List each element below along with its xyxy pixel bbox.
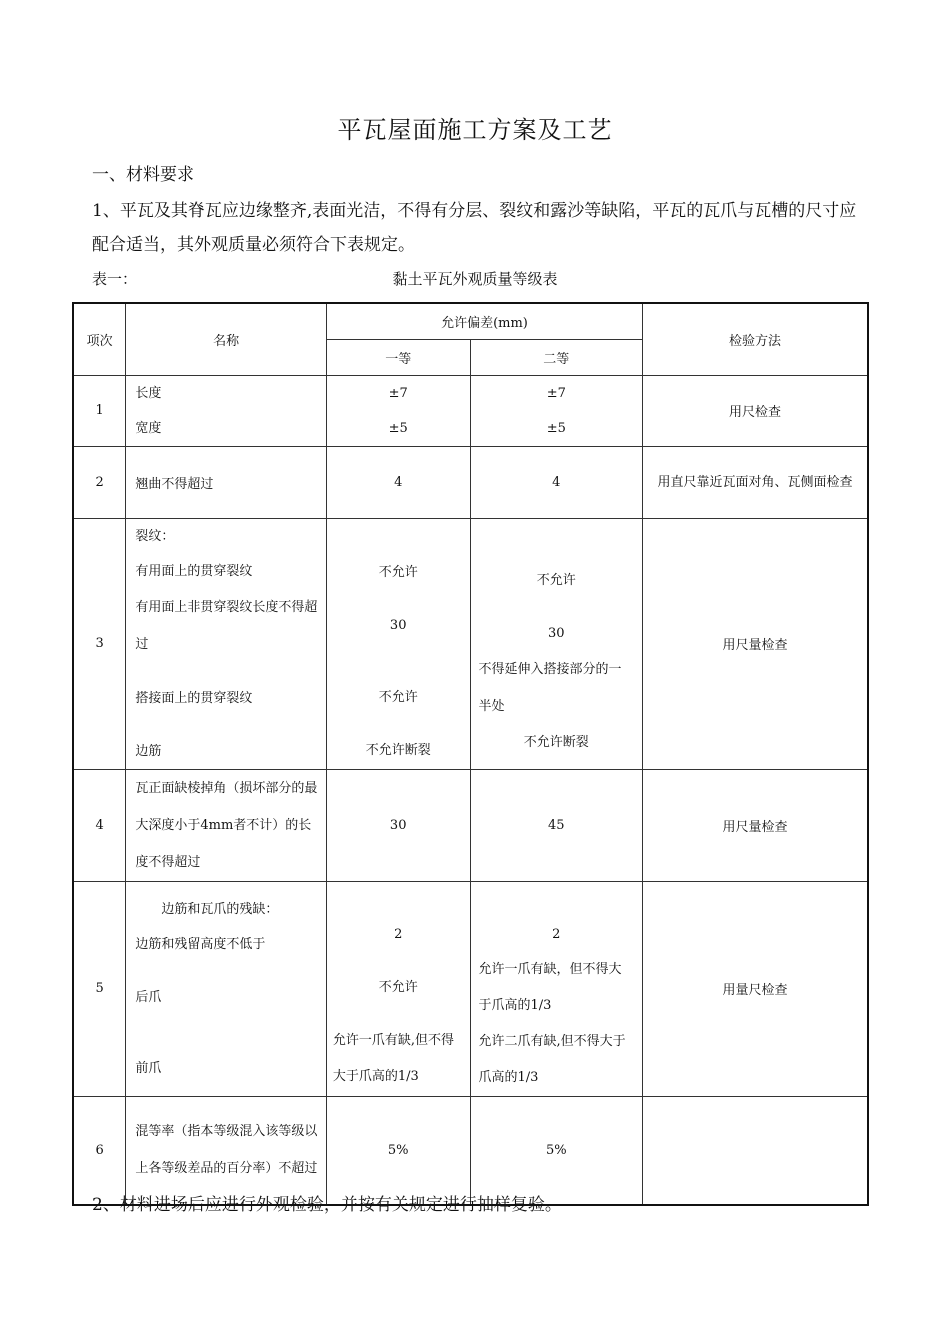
name-line: 有用面上非贯穿裂纹长度不得超过 — [135, 599, 318, 652]
table-row — [73, 881, 868, 1096]
row-index: 4 — [73, 769, 126, 881]
grade1-line: 2 — [394, 927, 403, 942]
row-grade1: 5% — [326, 1096, 470, 1205]
table-row — [73, 446, 868, 518]
row-name — [126, 881, 327, 1096]
header-grade2: 二等 — [470, 339, 643, 375]
paragraph-1: 1、平瓦及其脊瓦应边缘整齐,表面光洁，不得有分层、裂纹和露沙等缺陷，平瓦的瓦爪与瓦槽的尺寸应配合适当，其外观质量必须符合下表规定。 — [92, 201, 857, 255]
header-index: 项次 — [73, 303, 126, 375]
row-index: 1 — [73, 375, 126, 446]
table-header-row — [73, 303, 868, 339]
header-grade1: 一等 — [326, 339, 470, 375]
grade1-line: 不允许 — [378, 980, 418, 995]
row-name: 翘曲不得超过 — [126, 446, 327, 518]
grade2-line: 2 — [552, 926, 561, 942]
row-method: 用直尺靠近瓦面对角、瓦侧面检查 — [643, 446, 868, 518]
table-row — [73, 375, 868, 446]
name-line: 后爪 — [135, 989, 162, 1005]
name-line: 边筋和残留高度不低于 — [135, 936, 266, 952]
row-grade2: 5% — [470, 1096, 643, 1205]
row-grade2: 45 — [470, 769, 643, 881]
row-method — [643, 1096, 868, 1205]
grade1-line: ±7 — [388, 385, 408, 401]
grade1-line: ±5 — [388, 420, 408, 436]
table-row — [73, 769, 868, 881]
grade2-line: ±5 — [546, 420, 566, 436]
section-heading: 一、材料要求 — [92, 165, 194, 185]
grade1-line: 30 — [389, 617, 407, 633]
row-grade2 — [470, 518, 643, 769]
header-name: 名称 — [126, 303, 327, 375]
grade2-line: 不允许 — [536, 572, 576, 588]
table-label: 表一： — [92, 270, 138, 288]
paragraph-2: 2、材料进场后应进行外观检验，并按有关规定进行抽样复验。 — [92, 1195, 562, 1215]
row-name — [126, 518, 327, 769]
grade2-line: 不允许断裂 — [523, 734, 589, 750]
row-method: 用尺量检查 — [643, 518, 868, 769]
document-title: 平瓦屋面施工方案及工艺 — [337, 116, 613, 144]
row-grade1: 30 — [326, 769, 470, 881]
row-index: 3 — [73, 518, 126, 769]
grade2-line: 允许一爪有缺，但不得大于爪高的1/3 — [478, 961, 622, 1013]
row-name — [126, 375, 327, 446]
row-grade2: 4 — [470, 446, 643, 518]
header-tolerance: 允许偏差(mm) — [326, 303, 642, 339]
row-method: 用尺检查 — [643, 375, 868, 446]
name-line: 前爪 — [135, 1060, 162, 1076]
row-grade1 — [326, 518, 470, 769]
grade1-line: 不允许断裂 — [365, 742, 431, 758]
name-line: 边筋 — [135, 743, 162, 759]
grade1-line: 不允许 — [378, 564, 418, 580]
row-grade1: 4 — [326, 446, 470, 518]
grade2-line: ±7 — [546, 385, 566, 401]
header-method: 检验方法 — [643, 303, 868, 375]
name-line: 裂纹： — [135, 528, 175, 544]
quality-grade-table — [72, 302, 869, 1206]
row-name: 瓦正面缺棱掉角（损坏部分的最大深度小于4mm者不计）的长度不得超过 — [126, 769, 327, 881]
row-method: 用量尺检查 — [643, 881, 868, 1096]
row-index: 5 — [73, 881, 126, 1096]
grade1-line: 允许一爪有缺,但不得大于爪高的1/3 — [332, 1033, 455, 1084]
table-title: 黏土平瓦外观质量等级表 — [392, 270, 558, 288]
row-name: 混等率（指本等级混入该等级以上各等级差品的百分率）不超过 — [126, 1096, 327, 1205]
name-line: 有用面上的贯穿裂纹 — [135, 563, 253, 579]
row-index: 6 — [73, 1096, 126, 1205]
grade1-line: 不允许 — [378, 689, 418, 705]
row-index: 2 — [73, 446, 126, 518]
grade2-line: 允许二爪有缺,但不得大于爪高的1/3 — [478, 1033, 626, 1085]
table-row — [73, 518, 868, 769]
grade2-line: 30 — [548, 625, 565, 641]
grade2-line: 不得延伸入搭接部分的一半处 — [478, 661, 622, 714]
name-line: 宽度 — [135, 420, 162, 436]
name-line: 长度 — [135, 385, 162, 401]
row-method: 用尺量检查 — [643, 769, 868, 881]
row-grade2 — [470, 881, 643, 1096]
name-line: 搭接面上的贯穿裂纹 — [135, 690, 253, 706]
row-grade1 — [326, 881, 470, 1096]
row-grade2 — [470, 375, 643, 446]
name-line: 边筋和瓦爪的残缺： — [161, 901, 279, 917]
row-grade1 — [326, 375, 470, 446]
